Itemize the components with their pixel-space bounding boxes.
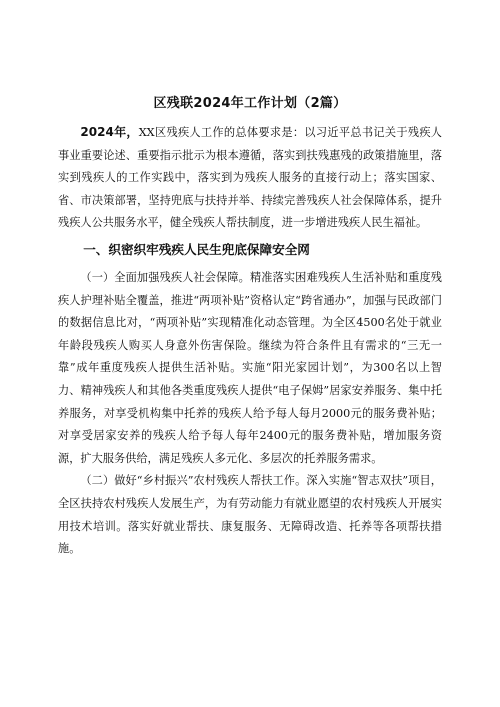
section-heading-1: 一、织密织牢残疾人民生兜底保障安全网 bbox=[83, 241, 310, 257]
section1-paragraph-2: （二）做好“乡村振兴”农村残疾人帮扶工作。深入实施“智志双扶”项目，全区扶持农村残疾人发展生产，为有劳动能力有就业愿望的农村残疾人开展实用技术培训。落实好就业帮扶、康复服务、无障碍改造、托养等各项帮扶措施。 bbox=[58, 474, 442, 556]
section1-paragraph-1: （一）全面加强残疾人社会保障。精准落实困难残疾人生活补贴和重度残疾人护理补贴全覆盖，推进“两项补贴”资格认定“跨省通办”，加强与民政部门的数据信息比对，“两项补贴”实现精准化动态管理。为全区4500名处于就业年龄段残疾人购买人身意外伤害保险。继续为符合条件且有需求的“三无一靠”成年重度残疾人提供生活补贴。实施“阳光家园计划”，为300名以上智力、精神残疾人和其他各类重度残疾人提供“电子保姆”居家安养服务、集中托养服务，对享受机构集中托养的残疾人给予每人每月2000元的服务费补贴；对享受居家安养的残疾人给予每人每年2400元的服务费补贴，增加服务资源，扩大服务供给，满足残疾人多元化、多层次的托养服务需求。 bbox=[58, 270, 442, 465]
document-title: 区残联2024年工作计划（2篇） bbox=[153, 96, 347, 111]
intro-paragraph bbox=[58, 121, 442, 235]
intro-text: XX区残疾人工作的总体要求是：以习近平总书记关于残疾人事业重要论述、重要指示批示为根本遵循，落实到扶残惠残的政策措施里，落实到残疾人的工作实践中，落实到为残疾人服务的直接行动上；落实国家、省、市决策部署，坚持兜底与扶持并举、持续完善残疾人社会保障体系，提升残疾人公共服务水平，健全残疾人帮扶制度，进一步增进残疾人民生福祉。 bbox=[58, 126, 442, 230]
intro-lead: 2024年， bbox=[80, 125, 139, 139]
